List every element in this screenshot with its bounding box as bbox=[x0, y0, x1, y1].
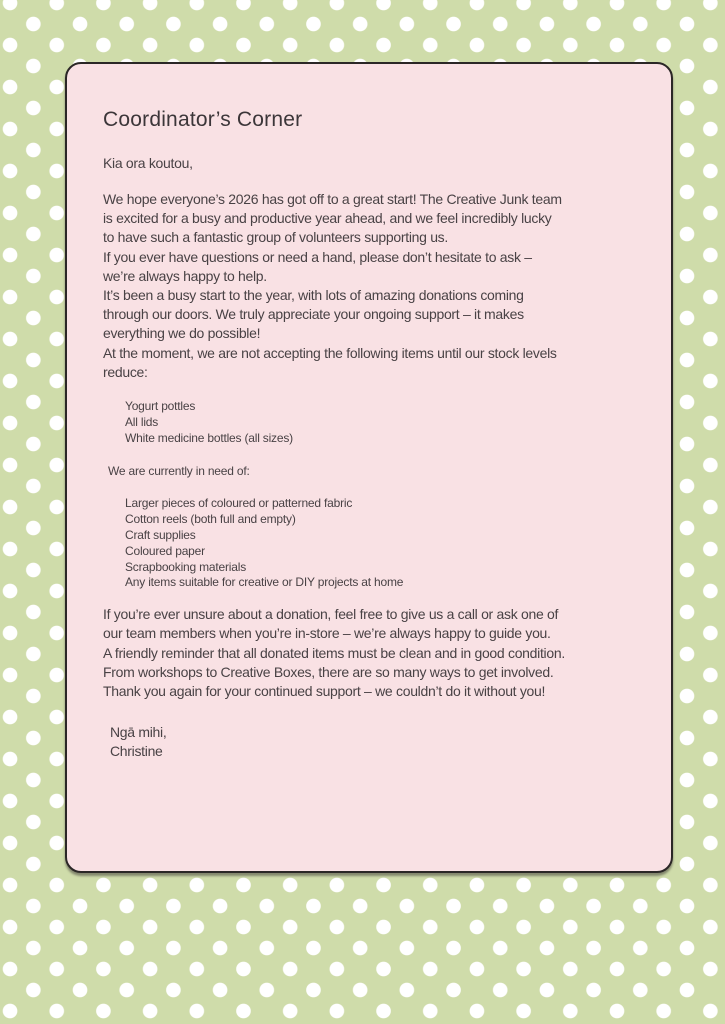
not-accepting-list bbox=[125, 399, 645, 446]
intro-paragraphs bbox=[103, 190, 645, 382]
text-line: All lids bbox=[125, 414, 159, 429]
closing-paragraphs bbox=[103, 605, 645, 701]
text-line: Any items suitable for creative or DIY projects at home bbox=[125, 575, 404, 590]
text-line: We hope everyone’s 2026 has got off to a great start! The Creative Junk team bbox=[103, 191, 562, 207]
text-line: is excited for a busy and productive year ahead, and we feel incredibly lucky bbox=[103, 210, 552, 227]
text-line: Larger pieces of coloured or patterned fabric bbox=[125, 496, 353, 511]
text-line: If you’re ever unsure about a donation, feel free to give us a call or ask one of bbox=[103, 606, 559, 623]
text-line: to have such a fantastic group of volunteers supporting us. bbox=[103, 229, 448, 246]
page-title: Coordinator’s Corner bbox=[103, 108, 303, 131]
signoff-text: Ngā mihi, bbox=[110, 724, 167, 741]
needed-items-list bbox=[125, 496, 645, 591]
text-line: Thank you again for your continued support – we couldn’t do it without you! bbox=[103, 683, 546, 700]
greeting-text: Kia ora koutou, bbox=[103, 155, 193, 171]
text-line: At the moment, we are not accepting the following items until our stock levels bbox=[103, 344, 557, 361]
text-line: our team members when you’re in-store – we’re always happy to guide you. bbox=[103, 625, 551, 642]
text-line: Craft supplies bbox=[125, 528, 196, 543]
signature-name: Christine bbox=[110, 743, 163, 760]
text-line: If you ever have questions or need a hand, please don’t hesitate to ask – bbox=[103, 248, 532, 265]
text-line: From workshops to Creative Boxes, there are so many ways to get involved. bbox=[103, 663, 554, 680]
text-line: reduce: bbox=[103, 363, 148, 380]
text-line: Yogurt pottles bbox=[125, 399, 196, 414]
text-line: through our doors. We truly appreciate your ongoing support – it makes bbox=[103, 306, 524, 323]
text-line: everything we do possible! bbox=[103, 325, 261, 342]
newsletter-card bbox=[65, 62, 673, 873]
need-intro-text: We are currently in need of: bbox=[108, 464, 250, 479]
text-line: Coloured paper bbox=[125, 543, 205, 558]
text-line: It’s been a busy start to the year, with lots of amazing donations coming bbox=[103, 287, 524, 304]
text-line: Scrapbooking materials bbox=[125, 559, 246, 574]
text-line: we’re always happy to help. bbox=[103, 267, 267, 284]
text-line: Cotton reels (both full and empty) bbox=[125, 512, 296, 527]
text-line: A friendly reminder that all donated items must be clean and in good condition. bbox=[103, 644, 565, 661]
text-line: White medicine bottles (all sizes) bbox=[125, 430, 293, 445]
